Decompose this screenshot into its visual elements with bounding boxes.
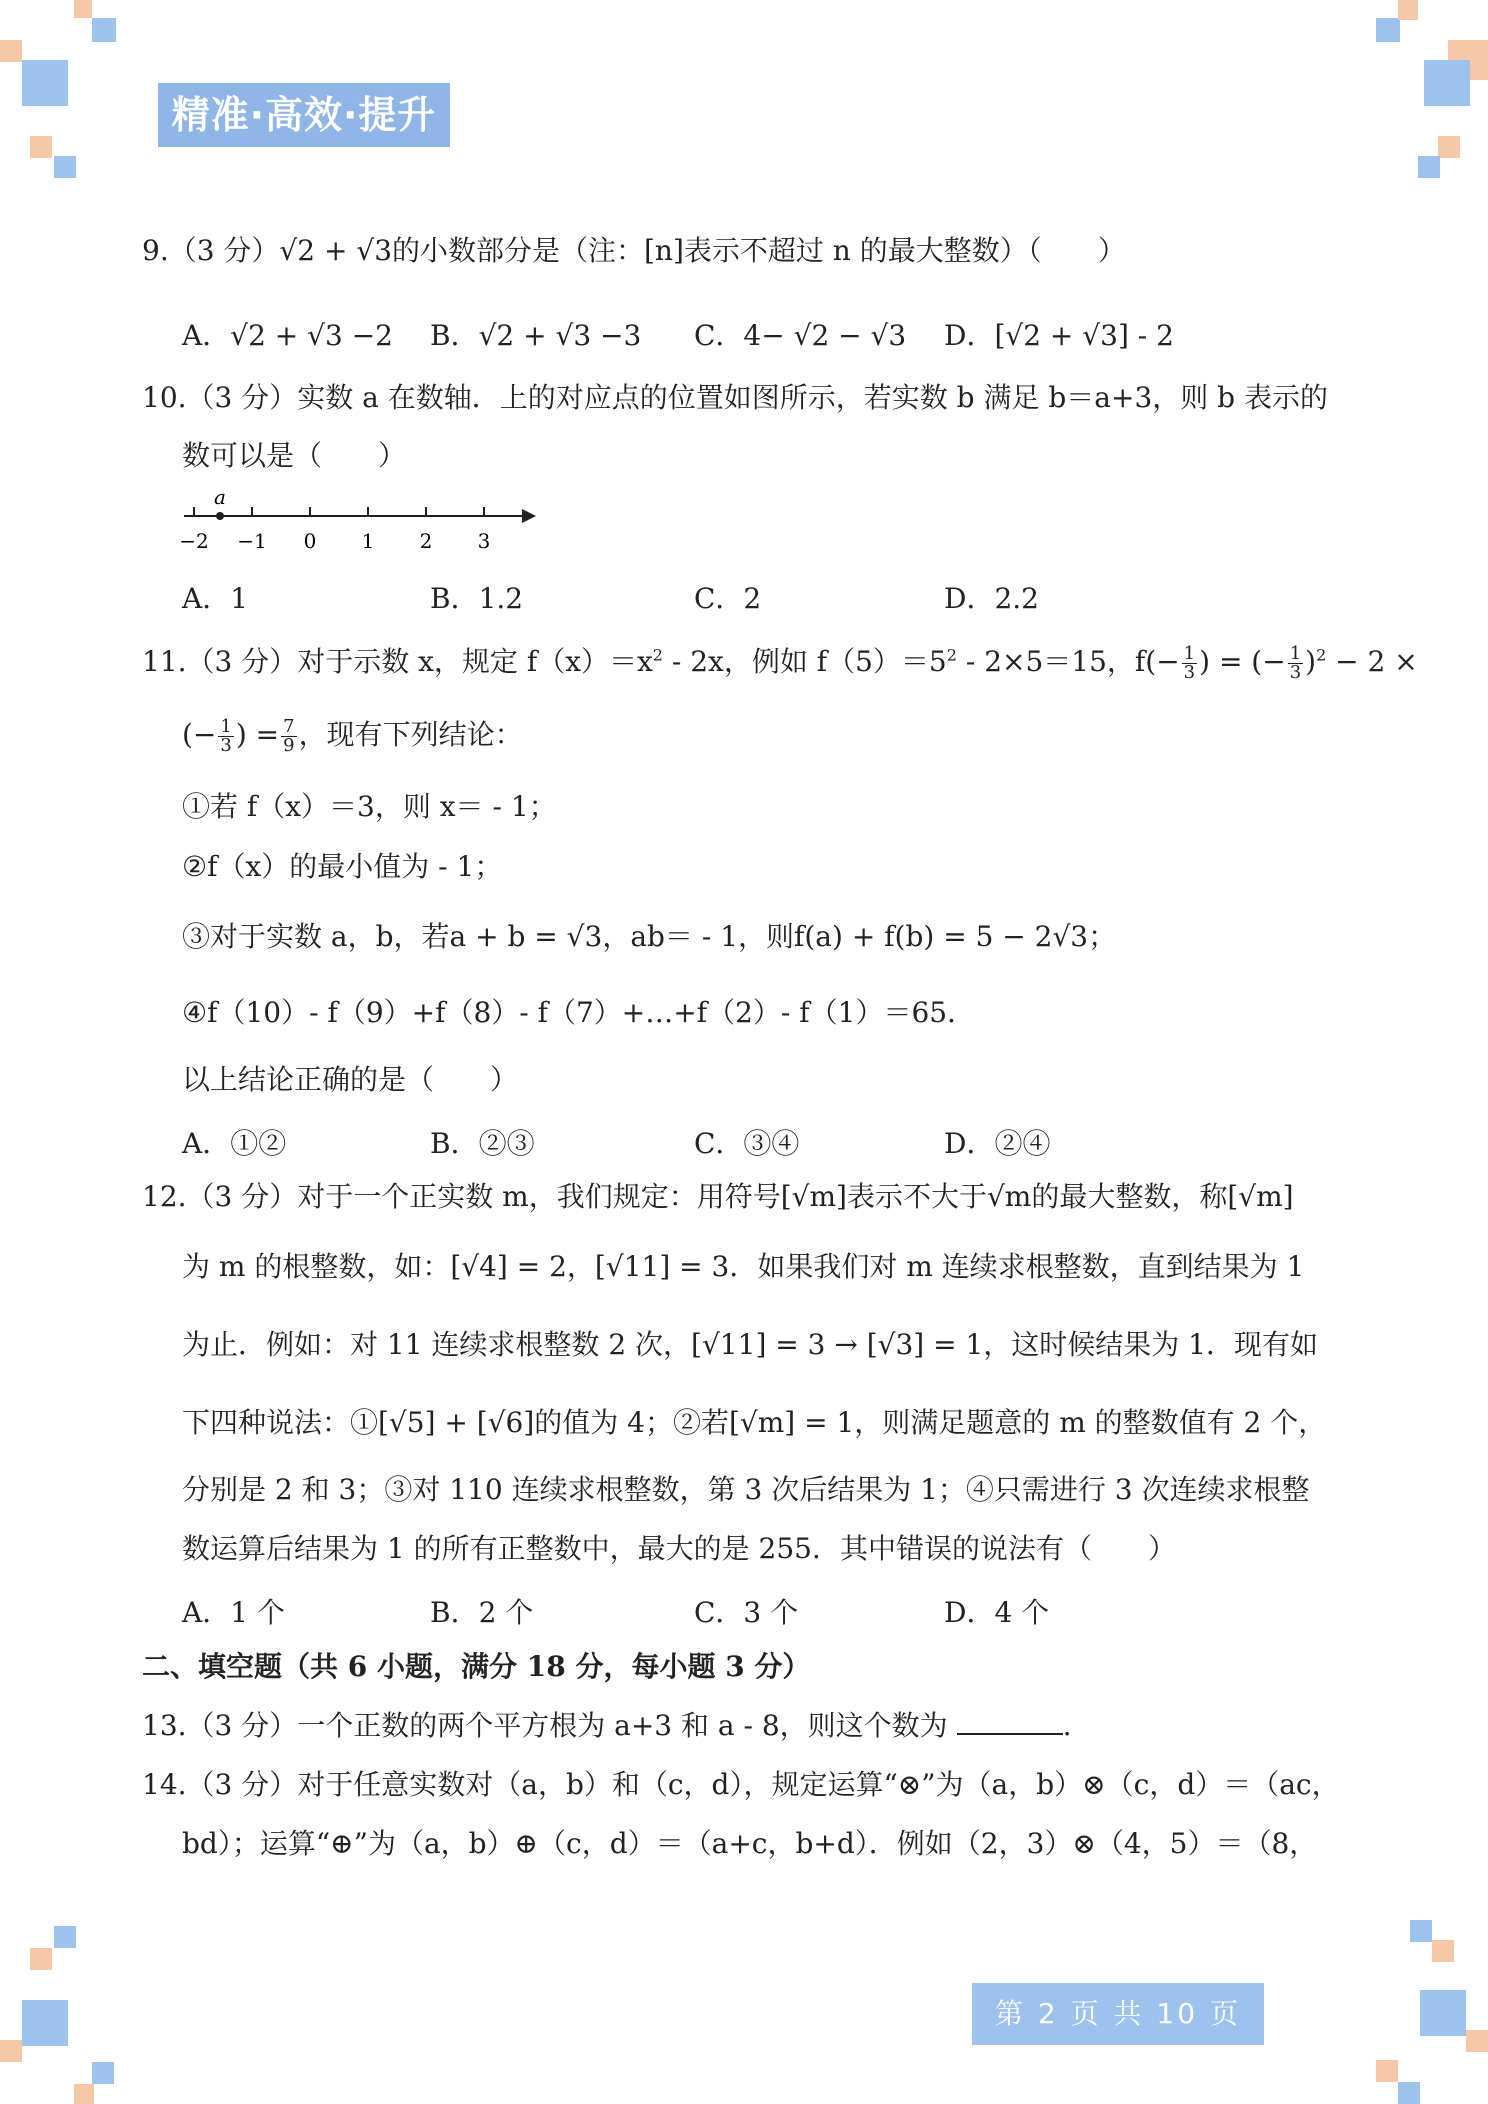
q12-line2: 为 m 的根整数，如：[√4] = 2，[√11] = 3．如果我们对 m 连续求根整数，直到结果为 1 (182, 1250, 1305, 1283)
tick-label: 0 (303, 529, 317, 553)
superscript: 2 (1316, 645, 1327, 665)
q9-option-a[interactable]: A．√2 + √3 −2 (182, 319, 393, 352)
q13-text: 13.（3 分）一个正数的两个平方根为 a+3 和 a - 8，则这个数为 (142, 1709, 948, 1742)
number-line-arrow (522, 509, 536, 523)
q10-stem-line2: 数可以是（ ） (182, 439, 407, 472)
fraction-denominator: 9 (283, 735, 295, 756)
fraction-numerator: 1 (1183, 643, 1196, 664)
fraction (218, 718, 233, 755)
fraction-denominator: 3 (1183, 662, 1196, 683)
q11-option-d[interactable]: D．②④ (944, 1127, 1051, 1160)
section-2-title: 二、填空题（共 6 小题，满分 18 分，每小题 3 分） (142, 1650, 811, 1683)
q10-option-a[interactable]: A．1 (182, 582, 249, 615)
q9-option-b[interactable]: B．√2 + √3 −3 (430, 319, 642, 352)
q11-text: - 2x，例如 f（5）＝5 (662, 645, 947, 678)
q11-option-a[interactable]: A．①② (182, 1127, 287, 1160)
q14-line1: 14.（3 分）对于任意实数对（a，b）和（c，d），规定运算“⊗”为（a，b）⊗（c，d）＝（ac， (142, 1768, 1340, 1801)
q13-stem (142, 1709, 1072, 1743)
q11-text: ) (1305, 645, 1317, 678)
point-a-label: a (214, 488, 226, 509)
q12-option-b[interactable]: B．2 个 (430, 1596, 534, 1629)
q12-line3: 为止．例如：对 11 连续求根整数 2 次，[√11] = 3 → [√3] = 1，这时候结果为 1．现有如 (182, 1328, 1318, 1361)
q11-text: (− (182, 718, 217, 751)
q12-option-d[interactable]: D．4 个 (944, 1596, 1050, 1629)
q11-text: ) = (235, 718, 280, 751)
q11-option-c[interactable]: C．③④ (694, 1127, 800, 1160)
point-a (216, 512, 224, 520)
header-banner: 精准·高效·提升 (158, 83, 450, 147)
fraction-numerator: 1 (220, 716, 232, 737)
tick-label: −2 (179, 529, 209, 553)
q12-option-c[interactable]: C．3 个 (694, 1596, 799, 1629)
answer-blank[interactable] (957, 1709, 1063, 1735)
q12-line4: 下四种说法：①[√5] + [√6]的值为 4；②若[√m] = 1，则满足题意的 m 的整数值有 2 个， (182, 1406, 1327, 1439)
page-number-footer: 第 2 页 共 10 页 (972, 1983, 1264, 2045)
q10-stem-line1: 10.（3 分）实数 a 在数轴．上的对应点的位置如图所示，若实数 b 满足 b＝a+3，则 b 表示的 (142, 381, 1328, 414)
fraction (281, 718, 296, 755)
q11-text: ，现有下列结论： (298, 718, 523, 751)
fraction-numerator: 1 (1289, 643, 1302, 664)
fraction (1182, 645, 1197, 682)
tick-label: 2 (419, 529, 433, 553)
q12-option-a[interactable]: A．1 个 (182, 1596, 285, 1629)
q10-option-c[interactable]: C．2 (694, 582, 762, 615)
q14-line2: bd）；运算“⊕”为（a，b）⊕（c，d）＝（a+c，b+d）．例如（2，3）⊗（4，5）＝（8， (182, 1827, 1318, 1860)
q11-stem-line1 (142, 645, 1418, 682)
q10-option-d[interactable]: D．2.2 (944, 582, 1039, 615)
q11-conclusion-2: ②f（x）的最小值为 - 1； (182, 850, 503, 883)
tick-label: 3 (477, 529, 491, 553)
q11-conclusion-4: ④f（10）- f（9）+f（8）- f（7）+…+f（2）- f（1）＝65． (182, 996, 976, 1029)
q10-option-b[interactable]: B．1.2 (430, 582, 524, 615)
fraction-denominator: 3 (220, 735, 232, 756)
q9-stem: 9.（3 分）√2 + √3的小数部分是（注：[n]表示不超过 n 的最大整数）（ ） (142, 234, 1126, 267)
q11-text: − 2 × (1326, 645, 1418, 678)
fraction-numerator: 7 (283, 716, 295, 737)
q12-line1: 12.（3 分）对于一个正实数 m，我们规定：用符号[√m]表示不大于√m的最大整数，称[√m] (142, 1180, 1294, 1213)
q11-option-b[interactable]: B．②③ (430, 1127, 535, 1160)
q9-option-d[interactable]: D．[√2 + √3] - 2 (944, 319, 1174, 352)
q9-option-c[interactable]: C．4− √2 − √3 (694, 319, 907, 352)
q11-conclusion-1: ①若 f（x）＝3，则 x＝ - 1； (182, 790, 557, 823)
q13-period: . (1062, 1709, 1072, 1742)
q11-stem-line2 (182, 718, 523, 755)
q11-question: 以上结论正确的是（ ） (182, 1063, 519, 1096)
fraction-denominator: 3 (1289, 662, 1302, 683)
tick-label: −1 (237, 529, 267, 553)
q11-text: - 2×5＝15，f(− (956, 645, 1180, 678)
q11-text: ) = (− (1199, 645, 1286, 678)
number-line-figure (170, 488, 540, 560)
fraction (1288, 645, 1303, 682)
q12-line6: 数运算后结果为 1 的所有正整数中，最大的是 255．其中错误的说法有（ ） (182, 1532, 1176, 1565)
superscript: 2 (946, 645, 957, 665)
q12-line5: 分别是 2 和 3；③对 110 连续求根整数，第 3 次后结果为 1；④只需进行 3 次连续求根整 (182, 1473, 1310, 1506)
tick-label: 1 (361, 529, 375, 553)
q11-conclusion-3: ③对于实数 a，b，若a + b = √3，ab＝ - 1，则f(a) + f(b) = 5 − 2√3； (182, 920, 1117, 953)
q11-text: 11.（3 分）对于示数 x，规定 f（x）＝x (142, 645, 653, 678)
superscript: 2 (652, 645, 663, 665)
